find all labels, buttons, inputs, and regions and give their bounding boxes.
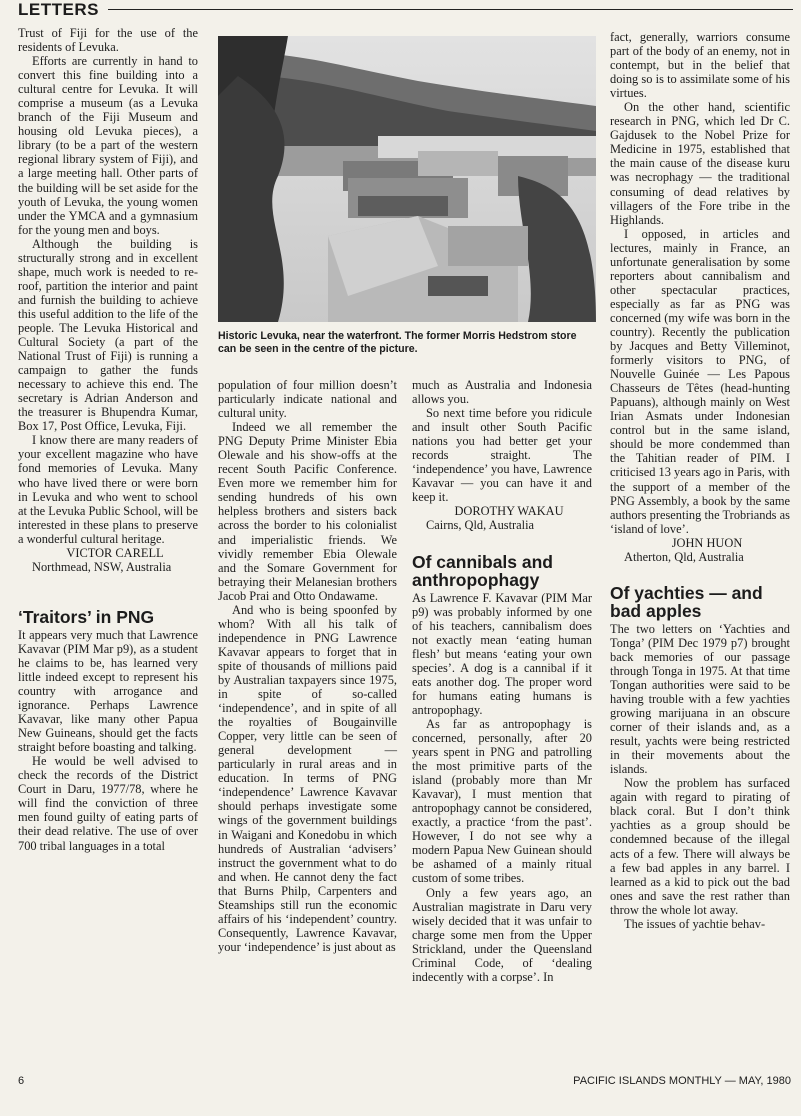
traitors-paragraph: He would be well advised to check the records of the District Court in Daru, 1977/78, where he will find the conviction of three men found guilty of eating parts of their dead relative. The use of over 700 tribal languages in a total: [18, 754, 198, 853]
levuka-paragraph: Efforts are currently in hand to convert this fine building into a cultural centre for Levuka. It will comprise a museum (as a Levuka branch of the Fiji Museum and housing old Levuka pieces), a library (to be a part of the western regional library system of Fiji), and a large meeting hall. Other parts of the building will be set aside for the youth of Levuka, the young women under the YMCA and a gymnasium for the young men and boys.: [18, 54, 198, 237]
column-1: [18, 26, 198, 853]
levuka-location: Northmead, NSW, Australia: [32, 559, 172, 574]
section-heading: LETTERS: [18, 0, 99, 19]
levuka-letter: [18, 26, 198, 574]
cannibals-paragraph: As Lawrence F. Kavavar (PIM Mar p9) was probably informed by one of his teachers, cannibalism does not exactly mean ‘eating human flesh’ but means ‘eating your own species’. A dog is a cannibal if it eats another dog. The proper word for humans eating humans is antropophagy.: [412, 590, 592, 717]
cannibals-title: Of cannibals and anthropophagy: [412, 551, 553, 590]
traitors-location: Cairns, Qld, Australia: [426, 518, 535, 533]
levuka-paragraph: I know there are many readers of your excellent magazine who have fond memories of Levuka. Many who have lived there or were born in Levuka and who went to school at the Levuka Public School, will be interested in these plans to preserve a wonderful cultural heritage.: [18, 433, 198, 546]
traitors-paragraph: Indeed we all remember the PNG Deputy Prime Minister Ebia Olewale and his show-offs at the recent South Pacific Conference. Even more we remember him for sending hundreds of his own helpless brothers and sisters back across the border to his colonialist and imperialistic friends. We vividly remember Ebia Olewale and the Somare Government for betraying their Melanesian brothers Jacob Prai and Otto Ondawame.: [218, 420, 397, 603]
traitors-paragraph: It appears very much that Lawrence Kavavar (PIM Mar p9), as a student he claims to be, has learned very little indeed except to represent his country with arrogance and ignorance. Perhaps Lawrence Kavavar, like many other Papua New Guineans, should get the facts straight before boasting and talking.: [18, 627, 198, 755]
cannibals-paragraph: I opposed, in articles and lectures, mainly in France, an unfortunate generalisation by some reporters about cannibalism and other spectacular practices, especially as far as PNG was concerned (my wife was born in the country). Recently the publication by Jacques and Betty Villeminot, formerly visitors to PNG, of Nouvelle Guinée — Les Papous Chasseurs de Têtes (head-hunting Papuans), although mainly on West Irian Asmats under Indonesian control but in the same island, should be more condemmed than the Tahitian reader of PIM. I criticised 13 years ago in Paris, with the support of a member of the PNG Assembly, a book by the same authors presenting the Trobriands as ‘island of love’.: [610, 226, 790, 536]
yachties-title: Of yachties — and bad apples: [610, 582, 763, 621]
heading-rule: [108, 9, 793, 10]
cannibals-location: Atherton, Qld, Australia: [624, 549, 744, 564]
traitors-signature: DOROTHY WAKAU: [454, 504, 564, 519]
levuka-paragraph: Trust of Fiji for the use of the residents of Levuka.: [18, 26, 198, 55]
photo-caption: Historic Levuka, near the waterfront. The former Morris Hedstrom store can be seen in the centre of the picture.: [218, 330, 577, 355]
traitors-letter: [18, 608, 198, 853]
traitors-paragraph: And who is being spoonfed by whom? With all his talk of independence in PNG Lawrence Kavavar appears to forget that in spite of thousands of millions paid by Australian taxpayers since 1975, in spite of so-called ‘independence’, and in spite of all the royalties of Bougainville Copper, very little can be seen of general development — particularly in rural areas and in education. In terms of PNG ‘independence’ Lawrence Kavavar should perhaps investigate some wings of the government buildings in Waigani and Konedobu in which hundreds of Australian ‘advisers’ instruct the government what to do and when. He cannot deny the fact that Burns Philp, Carpenters and Steamships still run the economic affairs of his ‘independent’ country. Consequently, Lawrence Kavavar, your ‘independence’ is just about as: [218, 602, 397, 954]
traitors-paragraph: much as Australia and Indonesia allows you.: [412, 378, 592, 407]
cannibals-paragraph: Only a few years ago, an Australian magistrate in Daru very wisely decided that it was unfair to charge some men from the Upper Strickland, under the Queensland Criminal Code, of ‘dealing indecently with a corpse’. In: [412, 885, 592, 984]
column-4: [610, 30, 790, 931]
traitors-paragraph: So next time before you ridicule and insult other South Pacific nations you had better get your records straight. The ‘independence’ you have, Lawrence Kavavar — you can have it and keep it.: [412, 406, 592, 505]
traitors-paragraph: population of four million doesn’t particularly indicate national and cultural unity.: [218, 378, 397, 421]
cannibals-signature: JOHN HUON: [671, 535, 743, 550]
traitors-title: ‘Traitors’ in PNG: [18, 606, 155, 627]
masthead: PACIFIC ISLANDS MONTHLY — MAY, 1980: [573, 1075, 791, 1087]
cannibals-paragraph: As far as antropophagy is concerned, personally, after 20 years spent in PNG and patrolling the most primitive parts of the island (probably more than Mr Kavavar), I must mention that antropophagy cannot be considered, exactly, a practice ‘from the past’. However, I do not see why a modern Papua New Guinean should be ashamed of a mainly ritual custom of some tribes.: [412, 716, 592, 886]
page-number: 6: [18, 1075, 25, 1087]
yachties-paragraph: The issues of yachtie behav-: [624, 916, 766, 931]
column-3: [412, 378, 592, 984]
levuka-signature: VICTOR CARELL: [66, 545, 164, 560]
column-2: [218, 378, 397, 954]
yachties-paragraph: The two letters on ‘Yachties and Tonga’ (PIM Dec 1979 p7) brought back memories of our passage through Tonga in 1975. At that time Tongan authorities were said to be having trouble with a few yachties growing marijuana in an obscure corner of their islands and, as a result, yachts were being restricted in their movements about the islands.: [610, 621, 790, 777]
cannibals-paragraph: On the other hand, scientific research in PNG, which led Dr C. Gajdusek to the Nobel Prize for Medicine in 1975, established that the main cause of the disease kuru was necrophagy — the traditional consuming of dead relatives by villagers of the Fore tribe in the Highlands.: [610, 100, 790, 227]
cannibals-paragraph: fact, generally, warriors consume part of the body of an enemy, not in contempt, but in the belief that doing so is to assimilate some of his virtues.: [610, 30, 790, 101]
levuka-photo: [218, 36, 596, 322]
levuka-paragraph: Although the building is structurally strong and in excellent shape, much work is needed to re-roof, partition the interior and paint and furnish the building to achieve this useful addition to the life of the people. The Levuka Historical and Cultural Society (a part of the National Trust of Fiji) is running a campaign to gather the funds necessary to achieve this end. The secretary is Adrian Anderson and the treasurer is Bhupendra Kumar, Box 17, Post Office, Levuka, Fiji.: [18, 236, 198, 434]
yachties-paragraph: Now the problem has surfaced again with regard to pirating of black coral. But I don’t think yachties as a group should be condemned because of the illegal acts of a few. There will always be a few bad apples in any barrel. I learned as a kid to pick out the bad ones and save the rest rather than throw the whole lot away.: [610, 776, 790, 917]
